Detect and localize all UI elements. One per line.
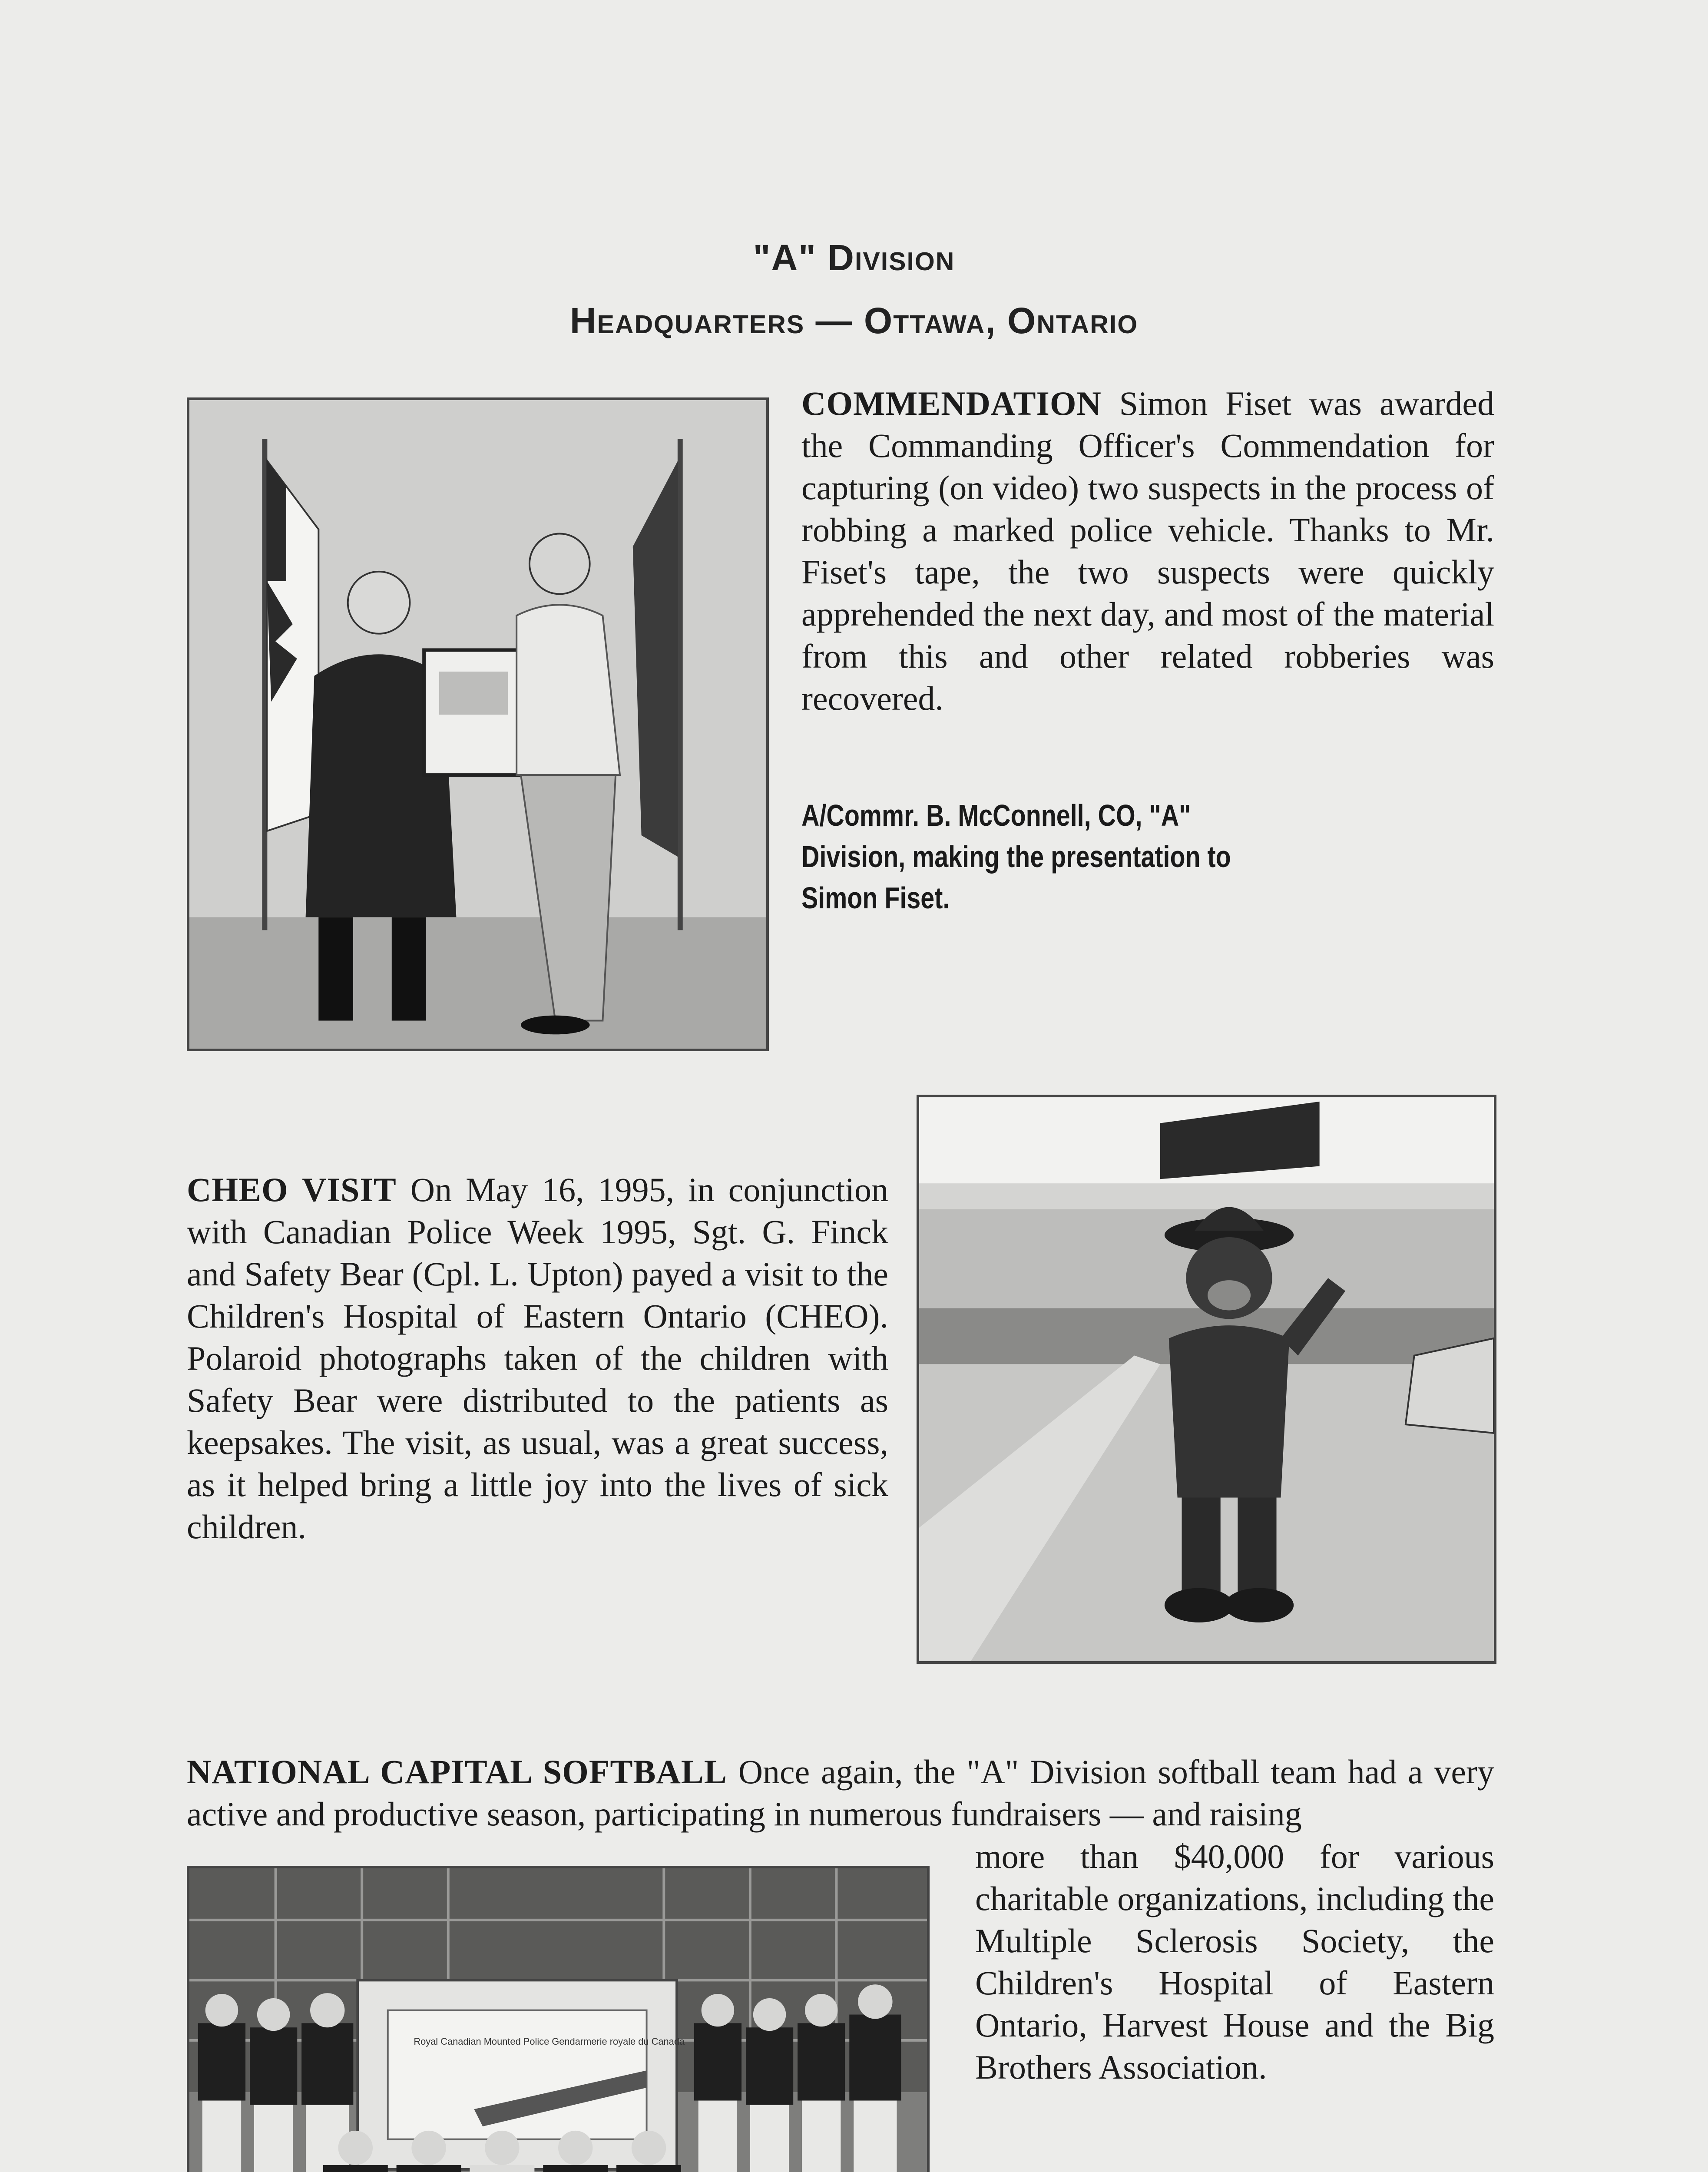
- softball-photo: [187, 1866, 930, 2172]
- sign-text: Royal Canadian Mounted Police Gendarmerie royale du Canada: [414, 2036, 685, 2047]
- commendation-text: Simon Fiset was awarded the Commanding Officer's Commendation for capturing (on video) two suspects in the process of robbing a marked police vehicle. Thanks to Mr. Fiset's tape, the two suspects were quickly apprehended the next day, and most of the material from this and other related robberies was recovered.: [801, 384, 1494, 717]
- softball-heading: NATIONAL CAPITAL SOFTBALL: [187, 1753, 727, 1791]
- softball-intro-text: Once again, the "A" Division softball team had a very active and productive season, participating in numerous fundraisers — and raising: [187, 1753, 1494, 1833]
- softball-caption: [975, 2170, 1490, 2172]
- cheo-heading: CHEO VISIT: [187, 1171, 397, 1209]
- softball-continued: more than $40,000 for various charitable organizations, including the Multiple Sclerosis Society, the Children's Hospital of Eastern Ontario, Harvest House and the Big Brothers Association.: [975, 1838, 1494, 2086]
- commendation-heading: COMMENDATION: [801, 384, 1102, 422]
- cheo-photo: [917, 1095, 1496, 1664]
- commendation-photo: [187, 397, 769, 1051]
- cheo-text: On May 16, 1995, in conjunction with Canadian Police Week 1995, Sgt. G. Finck and Safety Bear (Cpl. L. Upton) payed a visit to the Children's Hospital of Eastern Ontario (CHEO). Polaroid photographs taken of the children with Safety Bear were distributed to the patients as keepsakes. The visit, as usual, was a great success, as it helped bring a little joy into the lives of sick children.: [187, 1171, 889, 1546]
- commendation-paragraph: [801, 382, 1494, 719]
- section-title: "A" Division: [753, 237, 955, 278]
- section-subtitle: Headquarters — Ottawa, Ontario: [569, 300, 1139, 341]
- softball-intro: [187, 1751, 1494, 1835]
- commendation-caption: A/Commr. B. McConnell, CO, "A" Division, making the presentation to Simon Fiset.: [801, 798, 1231, 915]
- cheo-paragraph: [187, 1169, 888, 1548]
